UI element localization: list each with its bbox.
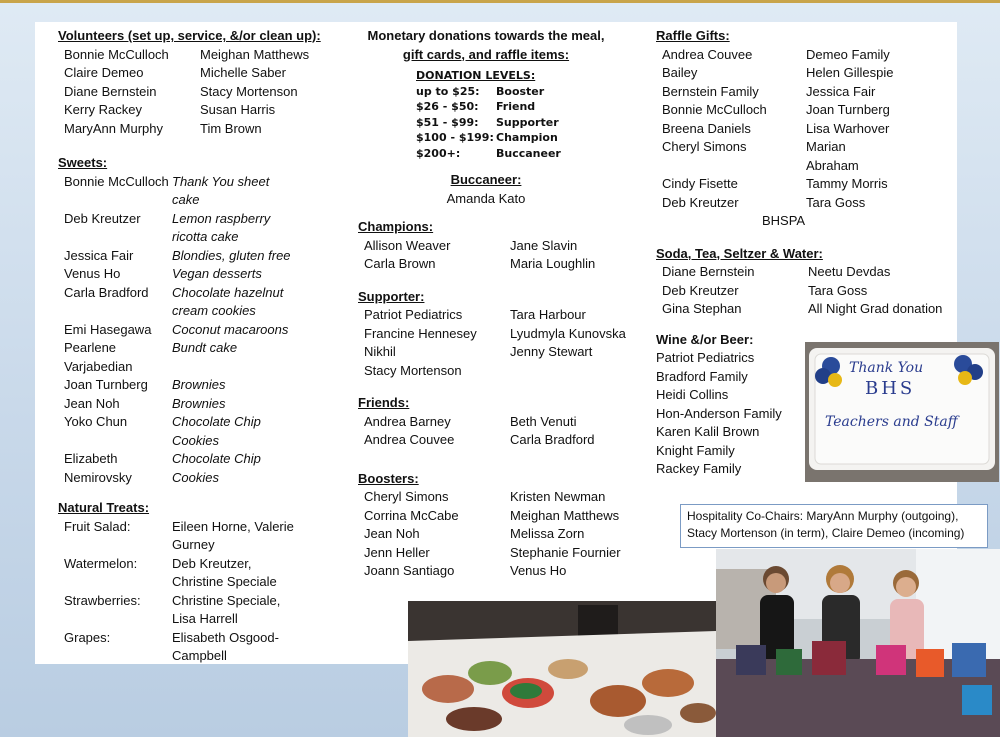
donor-name: Jessica Fair	[64, 247, 134, 263]
wine-donor-name: Rackey Family	[656, 461, 742, 476]
raffle-donor-name: Abraham	[806, 157, 859, 173]
soda-donor-name: Diane Bernstein	[662, 264, 755, 279]
donated-item: Christine Speciale, Lisa Harrell	[172, 592, 281, 626]
volunteer-name: Meighan Matthews	[200, 46, 310, 62]
booster-name: Melissa Zorn	[510, 526, 585, 541]
champions-heading: Champions:	[358, 219, 434, 234]
donation-range: $200+:	[416, 146, 461, 160]
champion-name: Allison Weaver	[364, 237, 451, 253]
raffle-donor-name: Lisa Warhover	[806, 120, 890, 136]
natural-treats-list	[58, 518, 348, 666]
booster-name: Jean Noh	[364, 526, 420, 541]
boosters-list	[358, 488, 648, 581]
co-chairs-photo	[716, 549, 1000, 737]
donated-item: Thank You sheet cake	[172, 173, 270, 207]
raffle-donor-name: Breena Daniels	[662, 120, 751, 136]
food-table-illustration	[408, 601, 716, 737]
champion-name: Jane Slavin	[510, 237, 578, 253]
raffle-donor-name: Marian	[806, 139, 846, 154]
donation-level-row	[416, 115, 648, 131]
donor-name: Bonnie McCulloch	[64, 173, 169, 189]
left-column	[58, 27, 348, 666]
soda-donor-name: Neetu Devdas	[808, 264, 891, 279]
raffle-donor-name: Cindy Fisette	[662, 176, 738, 191]
raffle-heading: Raffle Gifts:	[656, 28, 730, 43]
volunteer-name: Diane Bernstein	[64, 83, 157, 99]
soda-donor-name: Gina Stephan	[662, 301, 742, 316]
soda-heading: Soda, Tea, Seltzer & Water:	[656, 245, 823, 261]
donated-item: Blondies, gluten free	[172, 247, 291, 263]
cake-text-3: Teachers and Staff	[825, 414, 958, 430]
donated-item: Deb Kreutzer, Christine Speciale	[172, 555, 277, 589]
food-table-photo	[408, 601, 716, 737]
booster-name: Cheryl Simons	[364, 489, 449, 504]
raffle-donor-name: Helen Gillespie	[806, 65, 894, 80]
soda-donor-name: Tara Goss	[808, 282, 868, 298]
donation-level-name: Buccaneer	[496, 146, 561, 160]
raffle-donor-name: Jessica Fair	[806, 83, 876, 99]
booster-name: Kristen Newman	[510, 489, 606, 504]
volunteer-name: Kerry Rackey	[64, 102, 143, 117]
pair-row	[58, 265, 348, 284]
supporter-name: Stacy Mortenson	[364, 362, 462, 378]
booster-name: Corrina McCabe	[364, 507, 459, 523]
soda-donor-name: Deb Kreutzer	[662, 282, 739, 298]
wine-donor-name: Bradford Family	[656, 368, 748, 384]
donation-range: up to $25:	[416, 84, 480, 98]
donor-name: Emi Hasegawa	[64, 321, 152, 337]
raffle-donor-name: Bonnie McCulloch	[662, 102, 767, 117]
volunteers-list	[58, 46, 348, 139]
donor-name: Grapes:	[64, 629, 111, 645]
donation-level-name: Supporter	[496, 115, 559, 129]
pair-row	[58, 592, 348, 629]
friend-name: Andrea Couvee	[364, 432, 455, 447]
soda-list	[656, 263, 956, 319]
volunteer-name: Claire Demeo	[64, 65, 144, 80]
supporter-name: Tara Harbour	[510, 307, 586, 322]
raffle-donor-name: Deb Kreutzer	[662, 194, 739, 210]
booster-name: Stephanie Fournier	[510, 544, 621, 560]
donated-item: Coconut macaroons	[172, 321, 289, 337]
donor-name: Strawberries:	[64, 592, 141, 608]
friend-name: Carla Bradford	[510, 432, 595, 447]
natural-treats-heading: Natural Treats:	[58, 500, 150, 515]
soda-donor-name: All Night Grad donation	[808, 301, 943, 316]
supporter-name: Lyudmyla Kunovska	[510, 325, 626, 341]
donation-levels-list	[416, 84, 648, 162]
pair-row	[58, 210, 348, 247]
donated-item: Brownies	[172, 395, 226, 411]
donation-level-name: Champion	[496, 131, 558, 144]
raffle-donor-name: Bailey	[662, 65, 698, 80]
champions-list	[358, 237, 648, 274]
cake-text-2: BHS	[865, 378, 916, 399]
donation-range: $51 - $99:	[416, 115, 479, 129]
buccaneer-name: Amanda Kato	[446, 190, 526, 206]
donation-level-row	[416, 130, 648, 146]
raffle-donor-name: Andrea Couvee	[662, 46, 753, 62]
friends-heading: Friends:	[358, 395, 410, 410]
friends-list	[358, 413, 648, 450]
donated-item: Elisabeth Osgood-Campbell	[172, 629, 279, 663]
donor-name: Deb Kreutzer	[64, 210, 141, 226]
volunteer-name: MaryAnn Murphy	[64, 120, 163, 136]
donation-range: $100 - $199:	[416, 131, 494, 144]
wine-heading: Wine &/or Beer:	[656, 331, 754, 347]
volunteer-name: Bonnie McCulloch	[64, 46, 169, 62]
pair-row	[58, 321, 348, 340]
supporter-list	[358, 306, 648, 380]
donor-name: Fruit Salad:	[64, 518, 131, 534]
wine-donor-name: Heidi Collins	[656, 387, 729, 402]
pair-row	[58, 339, 348, 376]
hospitality-note	[680, 504, 988, 548]
raffle-donor-name	[662, 157, 806, 176]
donated-item: Chocolate hazelnut cream cookies	[172, 284, 284, 318]
volunteer-name: Michelle Saber	[200, 65, 286, 80]
raffle-donor-name: Tara Goss	[806, 194, 866, 210]
champion-name: Maria Loughlin	[510, 256, 596, 271]
raffle-donor-name: Demeo Family	[806, 46, 890, 62]
co-chairs-illustration	[716, 549, 1000, 737]
booster-name: Meighan Matthews	[510, 507, 620, 523]
donor-name: Elizabeth Nemirovsky	[64, 451, 132, 485]
raffle-donor-name: Cheryl Simons	[662, 139, 747, 154]
pair-row	[58, 450, 348, 487]
wine-donor-name: Karen Kalil Brown	[656, 424, 760, 439]
booster-name: Jenn Heller	[364, 544, 430, 560]
donor-name: Venus Ho	[64, 266, 121, 281]
raffle-donor-name: Tammy Morris	[806, 176, 888, 191]
donation-level-name: Booster	[496, 84, 545, 98]
monetary-line1: Monetary donations towards the meal,	[367, 28, 605, 43]
supporter-heading: Supporter:	[358, 288, 425, 304]
donation-level-name: Friend	[496, 100, 536, 113]
donation-level-row	[416, 84, 648, 100]
friend-name: Beth Venuti	[510, 413, 577, 429]
pair-row	[58, 555, 348, 592]
champion-name: Carla Brown	[364, 256, 436, 271]
pair-row	[58, 284, 348, 321]
volunteers-col2	[200, 46, 309, 139]
cake-photo	[805, 342, 999, 482]
wine-donor-name: Patriot Pediatrics	[656, 350, 755, 365]
supporter-name: Nikhil	[364, 344, 396, 359]
donation-levels	[416, 68, 648, 161]
cake-text-1: Thank You	[849, 360, 924, 376]
volunteer-name: Tim Brown	[200, 120, 262, 136]
friend-name: Andrea Barney	[364, 413, 451, 429]
monetary-line2: gift cards, and raffle items:	[402, 46, 570, 62]
raffle-donor-name: Bernstein Family	[662, 83, 759, 99]
donation-level-row	[416, 99, 648, 115]
sweets-heading: Sweets:	[58, 155, 108, 170]
pair-row	[58, 173, 348, 210]
donated-item: Chocolate Chip Cookies	[172, 451, 261, 485]
donor-name: Joan Turnberg	[64, 377, 148, 392]
donation-levels-heading: DONATION LEVELS:	[416, 69, 536, 82]
boosters-heading: Boosters:	[358, 470, 419, 486]
donated-item: Eileen Horne, Valerie Gurney	[172, 518, 294, 552]
donor-name: Yoko Chun	[64, 414, 128, 429]
wine-donor-name: Knight Family	[656, 442, 735, 458]
supporter-name: Francine Hennesey	[364, 325, 477, 341]
donor-name: Watermelon:	[64, 555, 138, 571]
donation-level-row	[416, 146, 648, 162]
donated-item: Chocolate Chip Cookies	[172, 414, 261, 448]
supporter-name: Patriot Pediatrics	[364, 307, 463, 322]
donor-name: Pearlene Varjabedian	[64, 340, 133, 374]
sweets-list	[58, 173, 348, 488]
booster-name: Joann Santiago	[364, 563, 455, 578]
supporter-name: Jenny Stewart	[510, 344, 593, 359]
wine-donor-name: Hon-Anderson Family	[656, 405, 782, 421]
pair-row	[58, 395, 348, 414]
donated-item: Brownies	[172, 377, 226, 392]
raffle-bhspa: BHSPA	[762, 213, 806, 228]
booster-name: Venus Ho	[510, 563, 567, 578]
volunteers-col1	[58, 46, 200, 139]
hospitality-line1: Hospitality Co-Chairs: MaryAnn Murphy (outgoing),	[687, 509, 959, 523]
donated-item: Bundt cake	[172, 340, 238, 355]
raffle-donor-name: Joan Turnberg	[806, 102, 890, 117]
buccaneer-heading: Buccaneer:	[450, 172, 522, 187]
pair-row	[58, 376, 348, 395]
hospitality-line2: Stacy Mortenson (in term), Claire Demeo (incoming)	[687, 526, 965, 540]
volunteer-name: Stacy Mortenson	[200, 83, 298, 99]
raffle-list	[656, 46, 956, 213]
donated-item: Vegan desserts	[172, 266, 262, 281]
volunteers-heading: Volunteers (set up, service, &/or clean up):	[58, 28, 321, 43]
middle-column	[358, 27, 648, 581]
pair-row	[58, 518, 348, 555]
pair-row	[58, 629, 348, 666]
pair-row	[58, 247, 348, 266]
volunteer-name: Susan Harris	[200, 102, 276, 117]
donor-name: Carla Bradford	[64, 284, 149, 300]
donor-name: Jean Noh	[64, 395, 120, 411]
top-accent-line	[0, 0, 1000, 3]
donation-range: $26 - $50:	[416, 100, 479, 113]
donated-item: Lemon raspberry ricotta cake	[172, 210, 271, 244]
pair-row	[58, 413, 348, 450]
